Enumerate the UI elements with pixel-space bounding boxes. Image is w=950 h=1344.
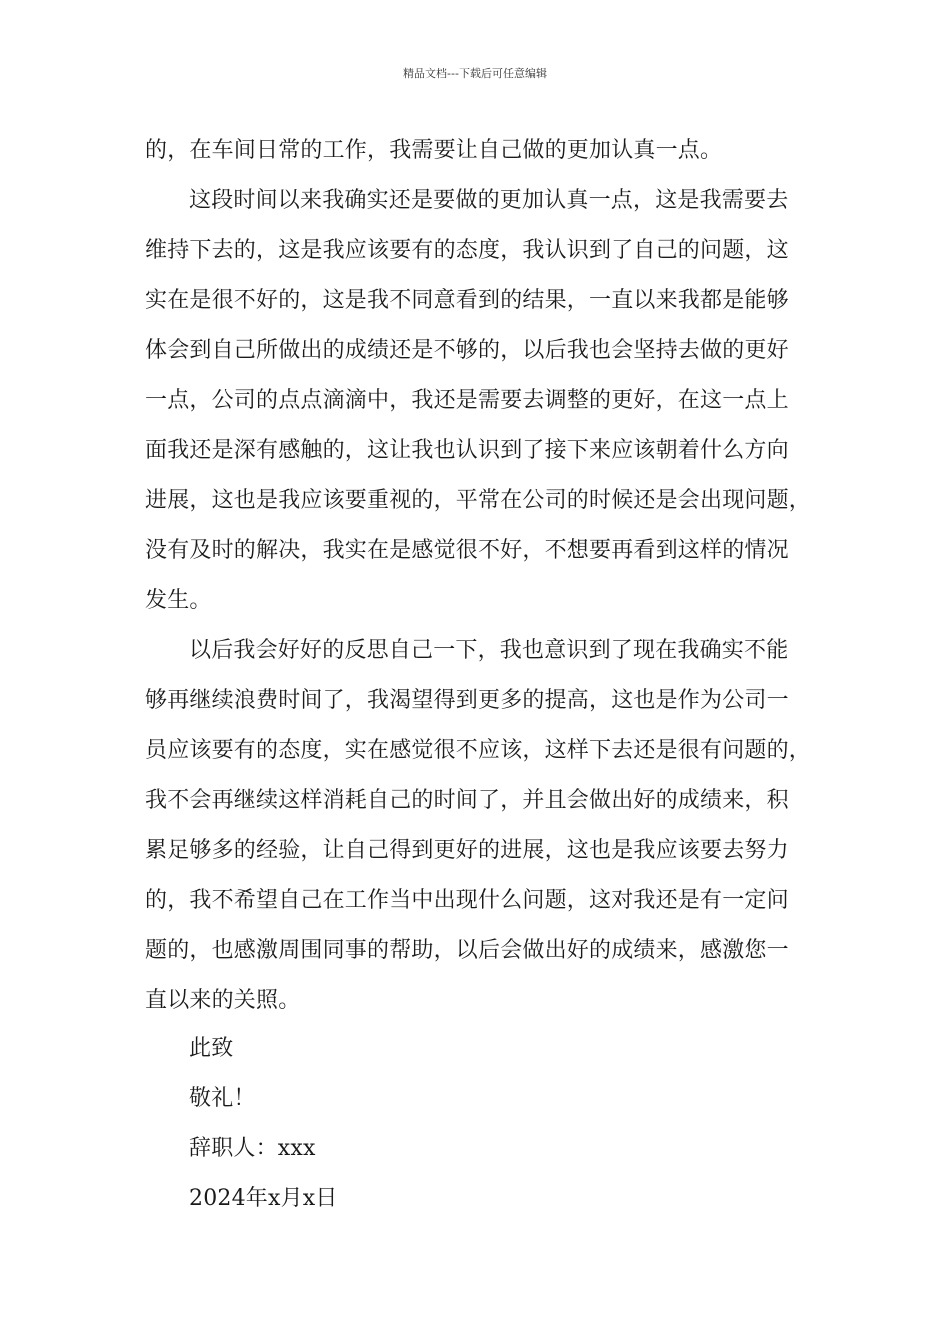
body-line: 员应该要有的态度，实在感觉很不应该，这样下去还是很有问题的， (145, 738, 812, 763)
body-line: 够再继续浪费时间了，我渴望得到更多的提高，这也是作为公司一 (145, 688, 789, 713)
body-line: 实在是很不好的，这是我不同意看到的结果，一直以来我都是能够 (145, 288, 789, 313)
body-line: 进展，这也是我应该要重视的，平常在公司的时候还是会出现问题， (145, 488, 812, 513)
closing-regards: 敬礼！ (189, 1086, 256, 1111)
body-line: 的，我不希望自己在工作当中出现什么问题，这对我还是有一定问 (145, 888, 789, 913)
page-header: 精品文档---下载后可任意编辑 (403, 67, 547, 80)
paragraph-first-line: 这段时间以来我确实还是要做的更加认真一点，这是我需要去 (189, 188, 789, 213)
body-line: 我不会再继续这样消耗自己的时间了，并且会做出好的成绩来，积 (145, 788, 789, 813)
body-line: 累足够多的经验，让自己得到更好的进展，这也是我应该要去努力 (145, 838, 789, 863)
body-line: 面我还是深有感触的，这让我也认识到了接下来应该朝着什么方向 (145, 438, 789, 463)
body-line: 题的，也感激周围同事的帮助，以后会做出好的成绩来，感激您一 (145, 938, 789, 963)
body-line: 一点，公司的点点滴滴中，我还是需要去调整的更好，在这一点上 (145, 388, 789, 413)
closing-salutation: 此致 (189, 1036, 234, 1061)
body-line: 发生。 (145, 588, 212, 613)
body-line: 体会到自己所做出的成绩还是不够的，以后我也会坚持去做的更好 (145, 338, 789, 363)
letter-date: 2024年x月x日 (189, 1186, 338, 1211)
body-line: 直以来的关照。 (145, 988, 301, 1013)
resigner-signature: 辞职人：xxx (189, 1136, 316, 1161)
body-line: 的，在车间日常的工作，我需要让自己做的更加认真一点。 (145, 138, 723, 163)
body-line: 维持下去的，这是我应该要有的态度，我认识到了自己的问题，这 (145, 238, 789, 263)
body-line: 没有及时的解决，我实在是感觉很不好，不想要再看到这样的情况 (145, 538, 789, 563)
paragraph-first-line: 以后我会好好的反思自己一下，我也意识到了现在我确实不能 (189, 638, 789, 663)
